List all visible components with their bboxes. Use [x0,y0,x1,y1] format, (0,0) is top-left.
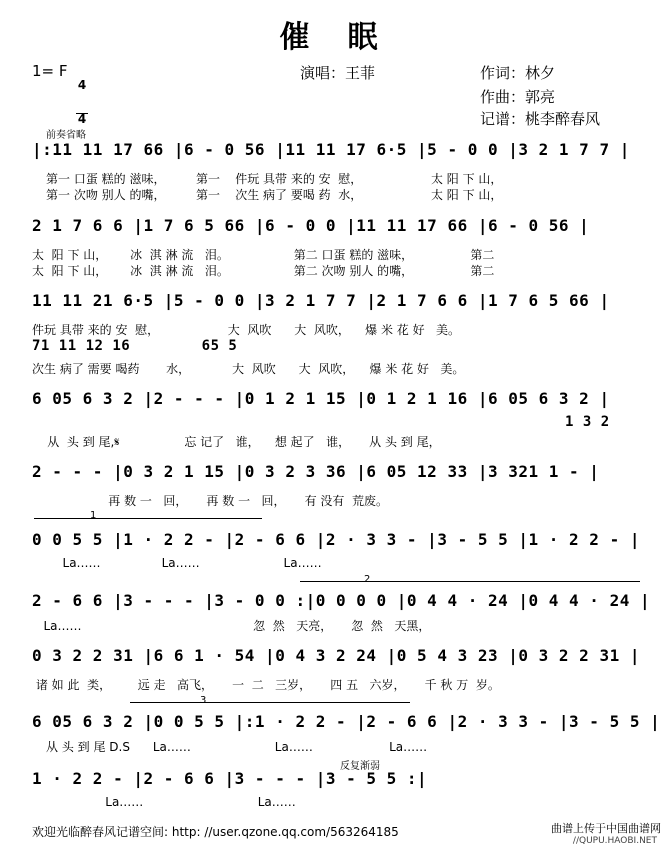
lyric-line-1b: 第一 次吻 别人 的嘴， 第一 次生 病了 要喝 药 水， 太 阳 下 山， [46,188,503,202]
notation-line-4: 6 05 6 3 2 |2 - - - |0 1 2 1 15 |0 1 2 1 16 |6 05 6 3 2 | [32,389,610,408]
key-signature: 1= F [32,62,68,80]
volta-label-2: 2 [364,574,371,585]
notation-line-6: 0 0 5 5 |1 · 2 2 - |2 - 6 6 |2 · 3 3 - |3 - 5 5 |1 · 2 2 - | [32,530,640,549]
lyric-line-3b: 次生 病了 需要 喝药 水， 大 风吹 大 风吹， 爆 米 花 好 美。 [32,362,465,376]
volta-label-3: 3 [200,695,207,706]
lyric-line-5: 再 数 一 回， 再 数 一 回， 有 没有 荒废。 [32,494,389,508]
lyric-line-2b: 太 阳 下 山， 冰 淇 淋 流 泪。 第二 次吻 别人 的嘴， 第二 [32,264,495,278]
lyric-line-10: La…… La…… [90,795,296,809]
notation-line-10: 1 · 2 2 - |2 - 6 6 |3 - - - |3 - 5 5 :| [32,769,428,788]
lyric-line-1a: 第一 口蛋 糕的 滋味， 第一 件玩 具带 来的 安 慰， 太 阳 下 山， [46,172,503,186]
singer: 演唱：王菲 [300,64,376,82]
notation-line-7: 2 - 6 6 |3 - - - |3 - 0 0 :|0 0 0 0 |0 4 4 · 24 |0 4 4 · 24 | [32,591,651,610]
lyricist: 作词：林夕 [480,64,556,82]
lyric-line-3a: 件玩 具带 来的 安 慰， 大 风吹 大 风吹， 爆 米 花 好 美。 [32,323,461,337]
notation-line-9: 6 05 6 3 2 |0 0 5 5 |:1 · 2 2 - |2 - 6 6 |2 · 3 3 - |3 - 5 5 | [32,712,661,731]
lyric-line-7: La…… 忽 然 天亮， 忽 然 天黑， [32,619,431,633]
time-bottom: 4 [77,112,87,126]
lyric-line-9: 从 头 到 尾 D.S La…… La…… La…… [46,740,428,754]
upper-voice-notes: 1 3 2 [565,414,610,430]
song-title: 催 眠 [279,20,382,55]
transcriber: 记谱：桃李醉春风 [480,110,601,128]
footer-website: 欢迎光临醉春风记谱空间: http: //user.qzone.qq.com/563264185 [32,825,399,839]
notation-line-2: 2 1 7 6 6 |1 7 6 5 66 |6 - 0 0 |11 11 17 66 |6 - 0 56 | [32,216,590,235]
intro-note: 前奏省略 [46,130,86,141]
notation-line-8: 0 3 2 2 31 |6 6 1 · 54 |0 4 3 2 24 |0 5 4 3 23 |0 3 2 2 31 | [32,646,640,665]
notation-line-1: |:11 11 17 66 |6 - 0 56 |11 11 17 6·5 |5 - 0 0 |3 2 1 7 7 | [32,140,630,159]
composer: 作曲：郭亮 [480,88,556,106]
alt-notation-line-3: 71 11 12 16 65 5 [32,338,238,354]
notation-line-3: 11 11 21 6·5 |5 - 0 0 |3 2 1 7 7 |2 1 7 6 6 |1 7 6 5 66 | [32,291,610,310]
volta-bracket-2 [300,581,640,582]
volta-label-1: 1 [90,510,97,521]
lyric-line-4: 从 头 到 尾,𝄋 忘 记了 谁， 想 起了 谁， 从 头 到 尾， [32,435,441,449]
time-top: 4 [77,78,87,92]
lyric-line-6: La…… La…… La…… [32,556,322,570]
lyric-line-2a: 太 阳 下 山， 冰 淇 淋 流 泪。 第二 口蛋 糕的 滋味， 第二 [32,248,495,262]
time-signature [76,58,88,136]
volta-bracket-1 [34,518,262,519]
fade-instruction: 反复渐弱 [340,761,380,772]
volta-bracket-3 [130,702,410,703]
footer-watermark-url: //QUPU.HAOBI.NET [572,836,657,846]
footer-watermark: 曲谱上传于中国曲谱网 [551,822,661,835]
notation-line-5: 2 - - - |0 3 2 1 15 |0 3 2 3 36 |6 05 12 33 |3 321 1 - | [32,462,600,481]
lyric-line-8: 诸 如 此 类， 远 走 高飞， 一 二 三岁， 四 五 六岁， 千 秋 万 岁。 [32,678,500,692]
